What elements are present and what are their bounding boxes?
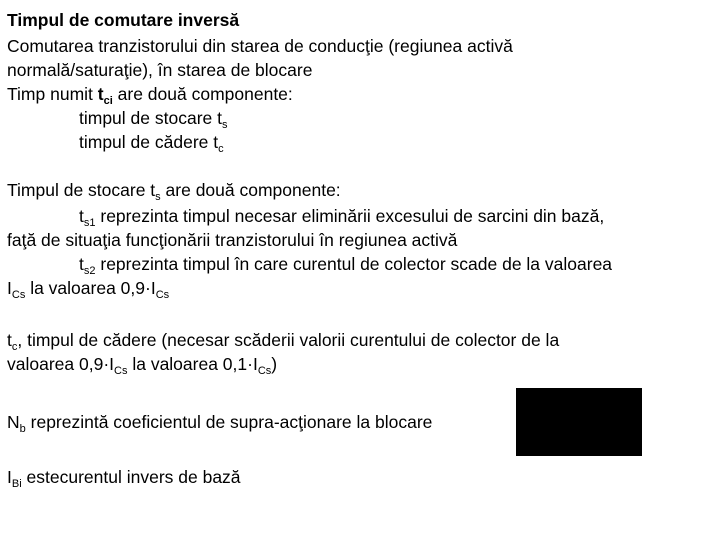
- page-title: Timpul de comutare inversă: [7, 10, 240, 30]
- ts2-continuation: $I_{Cs}$ la valoarea $0,9\cdot I_{Cs}$: [7, 278, 170, 301]
- ts-item: timpul de stocare $t_s$: [79, 108, 228, 131]
- intro-line-2: normală/saturaţie), în starea de blocare: [7, 60, 313, 80]
- tci-symbol: $t_{ci}$: [97, 84, 113, 107]
- ibi-definition: $I_{Bi}$ estecurentul invers de bază: [7, 467, 241, 490]
- tci-pre: Timp numit: [7, 84, 98, 104]
- tc-definition-line-2: valoarea $0,9\cdot I_{Cs}$ la valoarea $0,1\cdot I_{Cs}$): [7, 354, 278, 377]
- tci-line: [7, 83, 293, 105]
- ts2-line: $t_{s2}$ reprezinta timpul în care curentul de colector scade de la valoarea: [79, 254, 613, 277]
- ts1-continuation: faţă de situaţia funcţionării tranzistorului în regiunea activă: [7, 230, 458, 250]
- tci-post: are două componente:: [112, 84, 293, 104]
- stocare-heading: Timpul de stocare $t_s$ are două componente:: [7, 180, 341, 203]
- tc-definition-line-1: $t_c$, timpul de cădere (necesar scăderii valorii curentului de colector de la: [7, 330, 560, 353]
- tc-item: timpul de cădere $t_c$: [79, 132, 224, 155]
- nb-definition: $N_b$ reprezintă coeficientul de supra-acţionare la blocare: [7, 412, 433, 435]
- intro-line-1: Comutarea tranzistorului din starea de conducţie (regiunea activă: [7, 36, 513, 56]
- black-rectangle: [516, 388, 642, 456]
- ts1-line: $t_{s1}$ reprezinta timpul necesar eliminării excesului de sarcini din bază,: [79, 206, 605, 229]
